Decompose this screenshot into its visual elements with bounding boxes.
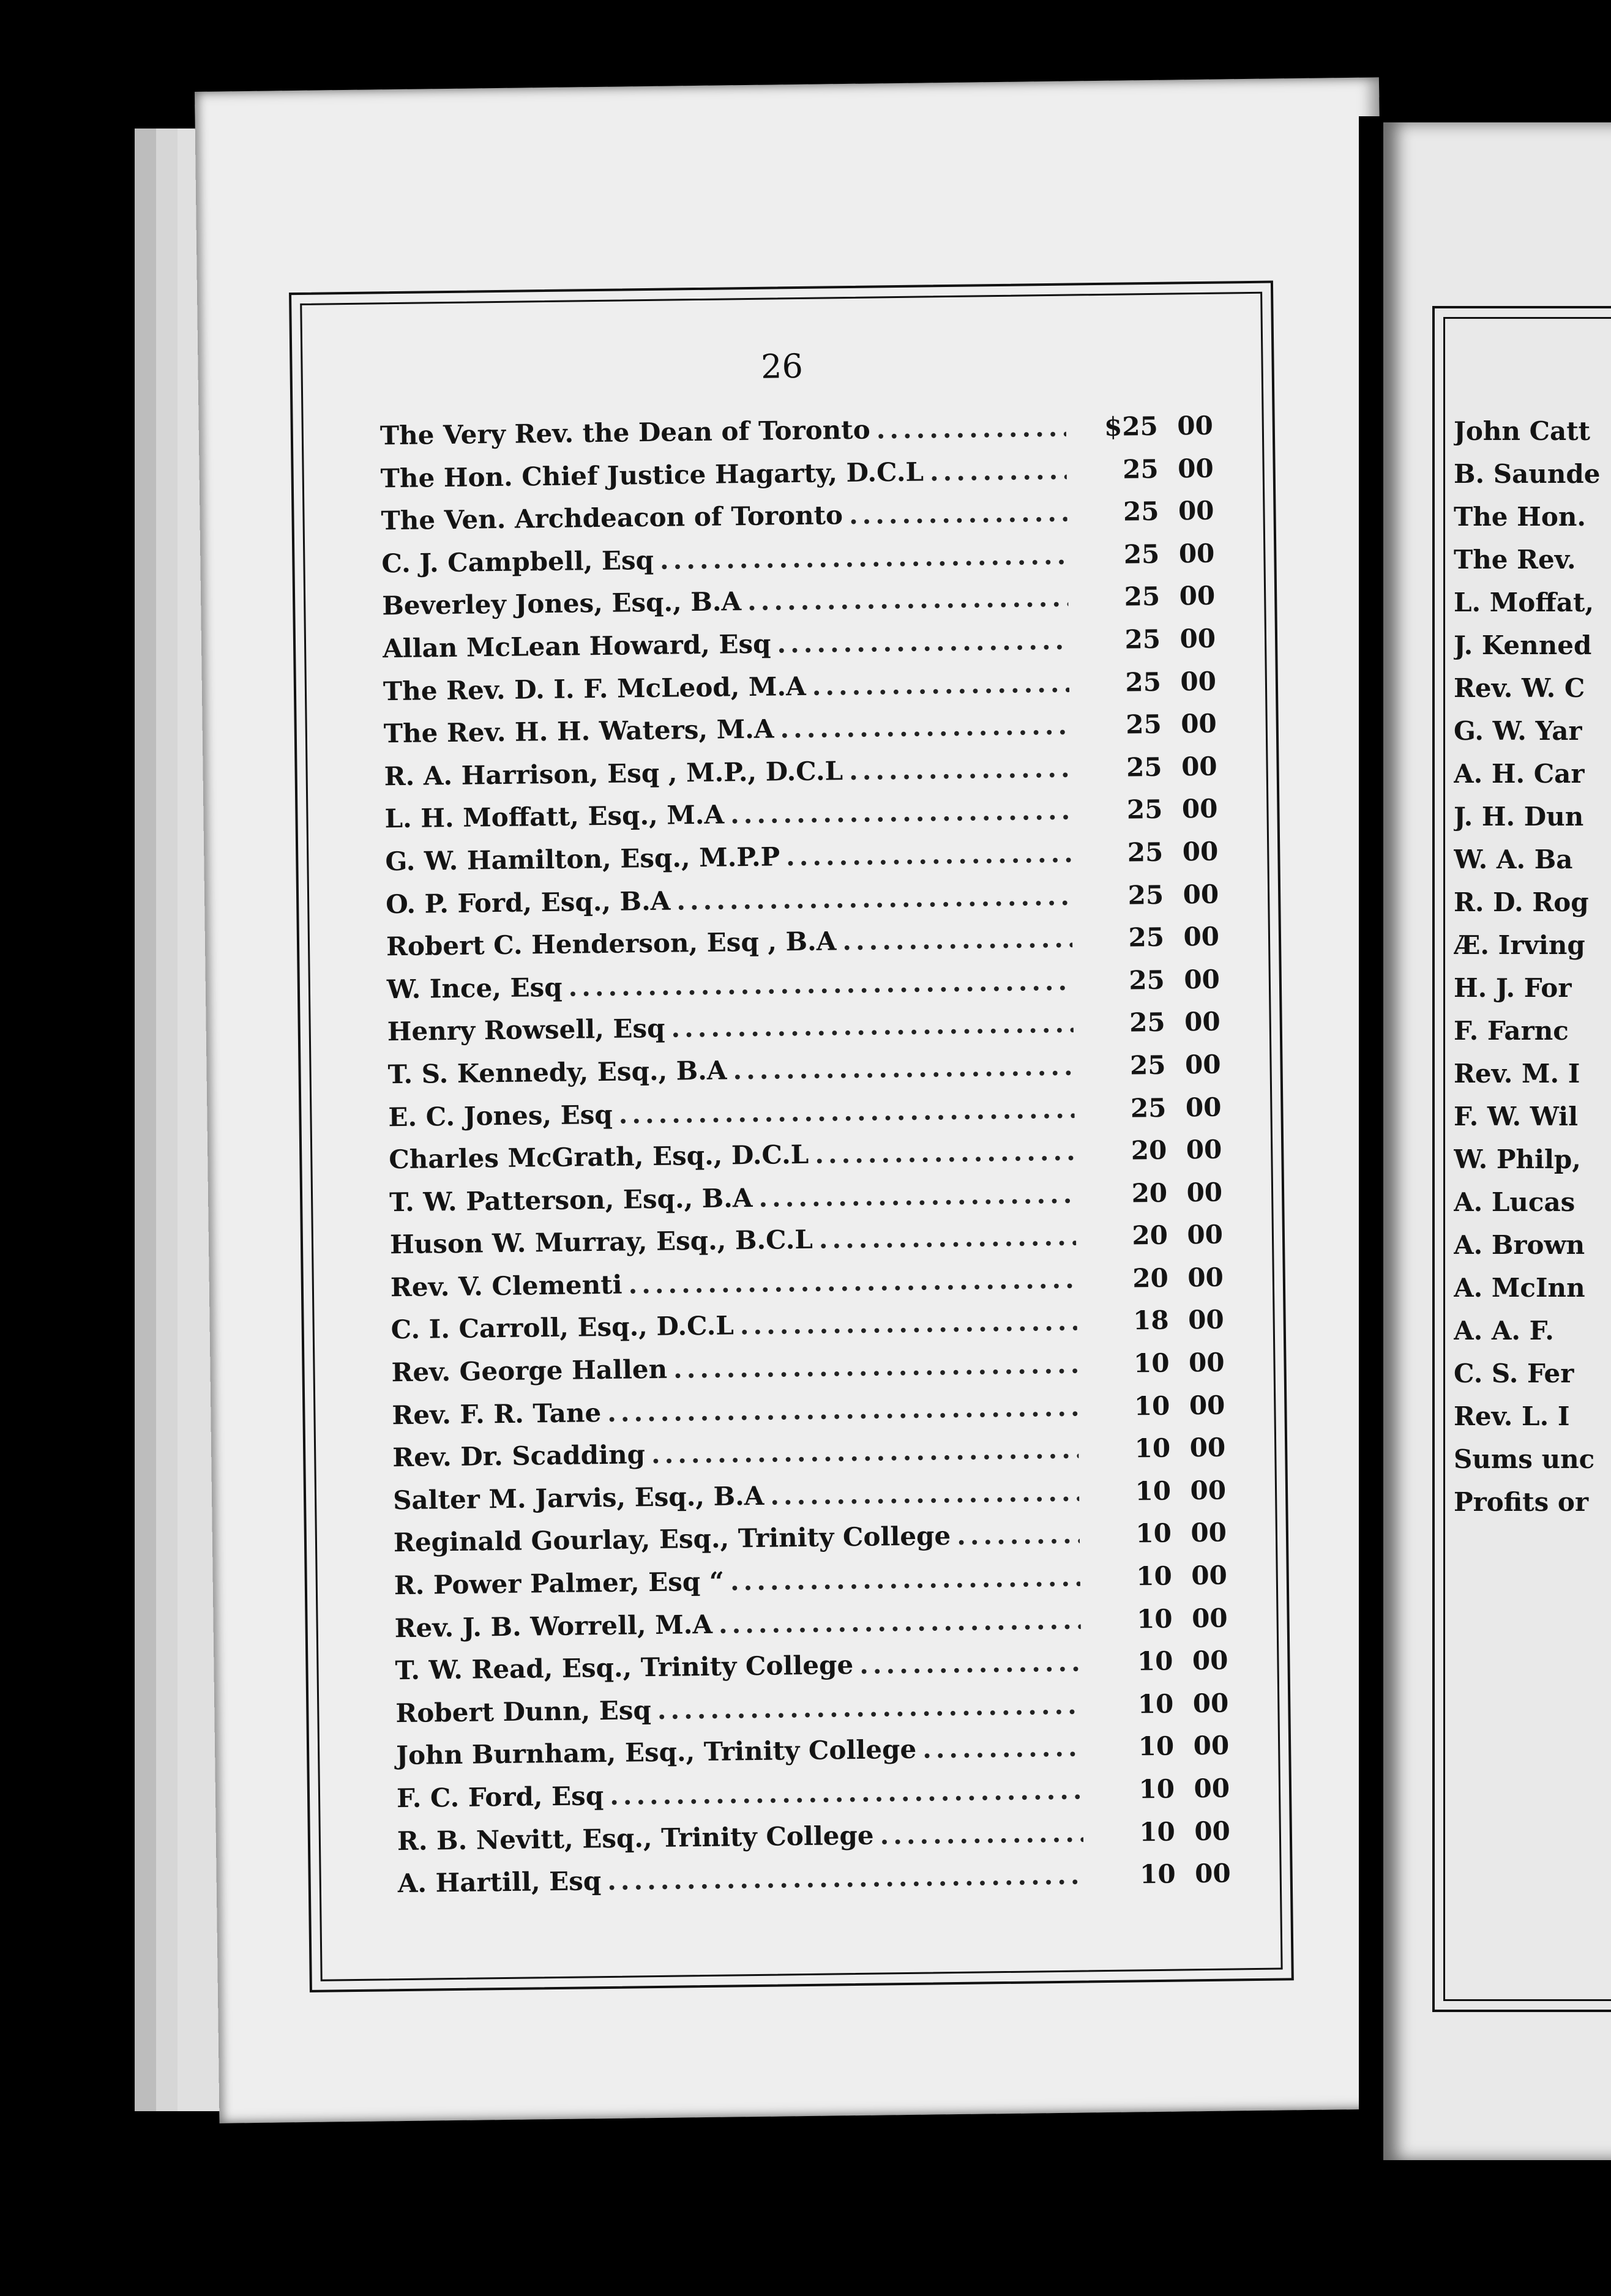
dot-leader <box>673 1349 1078 1384</box>
subscriber-name: The Very Rev. the Dean of Toronto <box>379 414 870 451</box>
amount <box>1079 964 1220 996</box>
subscriber-name: The Rev. H. H. Waters, M.A <box>383 714 774 749</box>
amount-cents: 00 <box>1183 879 1219 909</box>
amount-cents: 00 <box>1179 581 1216 611</box>
amount-dollars: 10 <box>1138 1773 1175 1805</box>
dot-leader <box>676 881 1072 915</box>
amount-cents: 00 <box>1180 708 1217 739</box>
amount-dollars: 25 <box>1127 837 1164 868</box>
left-page <box>195 77 1404 2123</box>
dot-leader <box>657 1690 1082 1724</box>
list-item: H. J. For <box>1454 973 1572 1003</box>
amount <box>1090 1858 1231 1890</box>
dot-leader <box>618 1094 1074 1129</box>
amount <box>1079 1007 1220 1038</box>
dot-leader <box>842 923 1072 956</box>
list-item: G. W. Yar <box>1454 716 1582 746</box>
amount <box>1078 922 1220 953</box>
amount <box>1075 624 1216 655</box>
amount <box>1072 411 1214 442</box>
amount <box>1074 538 1215 570</box>
amount-cents: 00 <box>1177 410 1214 441</box>
list-item: A. A. F. <box>1454 1316 1554 1346</box>
subscriber-name: John Burnham, Esq., Trinity College <box>395 1734 917 1771</box>
subscriber-name: Rev. F. R. Tane <box>392 1397 602 1430</box>
dot-leader <box>780 710 1070 744</box>
amount-dollars: 10 <box>1135 1518 1172 1549</box>
list-item: Rev. W. C <box>1454 673 1585 703</box>
list-item: Profits or <box>1454 1487 1589 1517</box>
amount-cents: 00 <box>1189 1432 1226 1463</box>
subscriber-name: L. H. Moffatt, Esq., M.A <box>384 799 725 834</box>
amount-cents: 00 <box>1184 1006 1220 1037</box>
subscriber-name: Beverley Jones, Esq., B.A <box>381 586 742 621</box>
dot-leader <box>815 1136 1075 1169</box>
amount <box>1086 1518 1227 1549</box>
dot-leader <box>876 412 1066 445</box>
amount-cents: 00 <box>1180 666 1217 696</box>
amount-cents: 00 <box>1194 1773 1230 1804</box>
amount <box>1074 581 1216 613</box>
dot-leader <box>770 1477 1079 1510</box>
list-item: W. A. Ba <box>1454 844 1573 874</box>
subscriber-name: R. A. Harrison, Esq , M.P., D.C.L <box>384 755 843 792</box>
subscriber-name: R. B. Nevitt, Esq., Trinity College <box>397 1820 874 1856</box>
amount-cents: 00 <box>1190 1518 1227 1548</box>
dot-leader <box>777 625 1069 659</box>
list-item: J. H. Dun <box>1454 802 1584 832</box>
amount <box>1082 1177 1223 1209</box>
amount <box>1072 453 1214 485</box>
right-page <box>1383 122 1611 2160</box>
subscriber-name: Reginald Gourlay, Esq., Trinity College <box>393 1521 951 1558</box>
amount <box>1086 1560 1227 1592</box>
subscriber-name: C. I. Carroll, Esq., D.C.L <box>391 1310 734 1345</box>
amount <box>1083 1347 1225 1379</box>
list-item: The Rev. <box>1454 545 1576 575</box>
amount <box>1077 837 1219 868</box>
subscriber-name: Rev. Dr. Scadding <box>392 1439 646 1473</box>
amount-cents: 00 <box>1181 794 1218 824</box>
dot-leader <box>610 1775 1083 1810</box>
amount <box>1082 1220 1224 1251</box>
list-item: C. S. Fer <box>1454 1359 1574 1388</box>
dot-leader <box>880 1817 1083 1850</box>
amount-dollars: 25 <box>1129 964 1165 996</box>
subscriber-name: W. Ince, Esq <box>386 972 563 1004</box>
subscriber-name: Salter M. Jarvis, Esq., B.A <box>392 1480 764 1516</box>
subscriber-name: T. S. Kennedy, Esq., B.A <box>387 1055 727 1090</box>
dot-leader <box>747 583 1069 616</box>
amount <box>1090 1816 1231 1847</box>
amount-cents: 00 <box>1192 1645 1228 1676</box>
list-item: F. W. Wil <box>1454 1101 1579 1131</box>
amount-cents: 00 <box>1181 751 1217 782</box>
subscriber-name: A. Hartill, Esq <box>397 1866 602 1899</box>
amount-cents: 00 <box>1191 1603 1228 1633</box>
amount-dollars: 10 <box>1135 1560 1173 1592</box>
amount <box>1088 1688 1229 1720</box>
amount <box>1085 1475 1227 1507</box>
amount <box>1083 1305 1224 1336</box>
amount-cents: 00 <box>1188 1347 1225 1378</box>
amount-dollars: 10 <box>1139 1858 1176 1890</box>
amount-dollars: 20 <box>1132 1220 1168 1251</box>
amount-dollars: 25 <box>1124 624 1161 655</box>
subscriber-name: Allan McLean Howard, Esq <box>382 628 771 664</box>
list-item: W. Philp, <box>1454 1144 1581 1174</box>
amount-dollars: $25 <box>1104 411 1159 442</box>
amount-dollars: 10 <box>1137 1646 1173 1677</box>
amount-cents: 00 <box>1189 1390 1225 1420</box>
dot-leader <box>719 1605 1081 1639</box>
list-item: A. H. Car <box>1454 759 1585 789</box>
amount-cents: 00 <box>1187 1219 1224 1250</box>
amount-dollars: 10 <box>1136 1603 1173 1634</box>
amount-dollars: 10 <box>1135 1475 1172 1507</box>
amount <box>1087 1646 1228 1677</box>
amount-cents: 00 <box>1177 453 1214 484</box>
amount-cents: 00 <box>1184 964 1220 995</box>
dot-leader <box>628 1264 1077 1299</box>
amount-dollars: 20 <box>1131 1135 1167 1166</box>
amount-cents: 00 <box>1187 1262 1224 1293</box>
right-subscriber-list <box>1454 416 1611 1530</box>
amount-cents: 00 <box>1187 1305 1224 1335</box>
list-item: John Catt <box>1454 416 1591 446</box>
subscriber-name: Rev. George Hallen <box>391 1354 668 1388</box>
subscriber-name: The Ven. Archdeacon of Toronto <box>381 500 843 536</box>
amount-cents: 00 <box>1183 921 1220 952</box>
amount <box>1080 1092 1222 1124</box>
dot-leader <box>922 1732 1083 1764</box>
list-item: F. Farnc <box>1454 1016 1569 1046</box>
amount-cents: 00 <box>1190 1560 1228 1591</box>
list-item: Æ. Irving <box>1454 930 1585 960</box>
amount-cents: 00 <box>1194 1816 1231 1846</box>
amount-cents: 00 <box>1186 1134 1222 1165</box>
subscriber-name: E. C. Jones, Esq <box>388 1099 613 1132</box>
amount-dollars: 20 <box>1132 1262 1169 1294</box>
amount <box>1086 1603 1228 1634</box>
amount-cents: 00 <box>1192 1688 1229 1719</box>
amount-dollars: 10 <box>1134 1390 1170 1422</box>
amount <box>1077 794 1218 826</box>
amount-cents: 00 <box>1184 1049 1221 1080</box>
amount-dollars: 25 <box>1125 709 1162 740</box>
amount <box>1073 496 1214 527</box>
amount-dollars: 18 <box>1132 1305 1169 1336</box>
amount-dollars: 25 <box>1125 666 1162 698</box>
subscriber-name: Rev. V. Clementi <box>390 1269 622 1303</box>
list-item: A. Lucas <box>1454 1187 1575 1217</box>
amount-dollars: 10 <box>1139 1816 1176 1847</box>
dot-leader <box>849 753 1071 785</box>
subscriber-name: Henry Rowsell, Esq <box>387 1013 665 1047</box>
subscriber-list <box>380 411 1232 1911</box>
amount <box>1088 1731 1230 1762</box>
amount-dollars: 20 <box>1131 1177 1168 1209</box>
dot-leader <box>859 1647 1082 1680</box>
subscriber-name: Rev. J. B. Worrell, M.A <box>394 1609 713 1643</box>
amount-cents: 00 <box>1182 836 1219 867</box>
dot-leader <box>812 668 1069 701</box>
amount <box>1083 1262 1224 1294</box>
list-item: J. Kenned <box>1454 630 1592 660</box>
list-item: L. Moffat, <box>1454 587 1594 617</box>
subscriber-name: The Rev. D. I. F. McLeod, M.A <box>383 671 806 706</box>
dot-leader <box>758 1179 1075 1212</box>
page-border-inner <box>300 292 1282 1981</box>
subscriber-name: T. W. Read, Esq., Trinity College <box>395 1650 854 1686</box>
dot-leader <box>730 1562 1080 1597</box>
page-number: 26 <box>760 346 804 386</box>
amount-dollars: 25 <box>1123 496 1159 527</box>
amount-cents: 00 <box>1185 1092 1222 1122</box>
list-item: Rev. L. I <box>1454 1401 1570 1431</box>
list-item: Sums unc <box>1454 1444 1595 1474</box>
list-item: Rev. M. I <box>1454 1059 1580 1089</box>
list-item: R. D. Rog <box>1454 887 1589 917</box>
dot-leader <box>651 1434 1079 1470</box>
subscriber-name: Charles McGrath, Esq., D.C.L <box>389 1139 809 1175</box>
subscriber-name: F. C. Ford, Esq <box>396 1781 604 1814</box>
amount-dollars: 10 <box>1134 1433 1171 1464</box>
amount <box>1076 751 1217 783</box>
dot-leader <box>660 540 1068 575</box>
amount-dollars: 25 <box>1126 751 1162 783</box>
amount-cents: 00 <box>1178 495 1214 526</box>
subscriber-name: Robert Dunn, Esq <box>395 1694 652 1728</box>
amount-dollars: 25 <box>1127 879 1164 911</box>
amount-dollars: 25 <box>1124 581 1161 612</box>
amount <box>1089 1773 1230 1805</box>
amount-dollars: 25 <box>1122 453 1159 485</box>
subscriber-name: Robert C. Henderson, Esq , B.A <box>386 926 837 962</box>
amount-cents: 00 <box>1178 538 1215 569</box>
amount-cents: 00 <box>1186 1177 1223 1208</box>
list-item: B. Saunde <box>1454 459 1601 489</box>
dot-leader <box>849 498 1067 530</box>
amount <box>1080 1049 1221 1081</box>
amount-dollars: 25 <box>1123 539 1160 570</box>
amount <box>1084 1390 1225 1422</box>
dot-leader <box>957 1519 1080 1551</box>
amount <box>1078 879 1219 911</box>
dot-leader <box>671 1008 1074 1043</box>
dot-leader <box>607 1392 1078 1427</box>
amount-dollars: 25 <box>1126 794 1163 825</box>
dot-leader <box>568 966 1073 1002</box>
subscriber-name: Huson W. Murray, Esq., B.C.L <box>389 1224 813 1260</box>
subscriber-name: The Hon. Chief Justice Hagarty, D.C.L <box>380 457 924 493</box>
subscriber-name: G. W. Hamilton, Esq., M.P.P <box>385 841 780 877</box>
amount-cents: 00 <box>1179 623 1216 654</box>
amount <box>1085 1433 1226 1464</box>
list-item: A. Brown <box>1454 1230 1585 1260</box>
list-item: The Hon. <box>1454 502 1586 532</box>
amount-dollars: 25 <box>1130 1092 1167 1123</box>
amount-dollars: 25 <box>1128 922 1165 953</box>
page-border <box>289 280 1294 1992</box>
list-item: A. McInn <box>1454 1273 1585 1303</box>
amount <box>1081 1135 1222 1166</box>
amount-dollars: 10 <box>1137 1688 1174 1720</box>
dot-leader <box>930 455 1067 486</box>
amount-cents: 00 <box>1194 1858 1231 1889</box>
amount-dollars: 10 <box>1133 1347 1170 1379</box>
amount-cents: 00 <box>1190 1475 1227 1506</box>
subscriber-name: O. P. Ford, Esq., B.A <box>385 885 671 919</box>
dot-leader <box>786 838 1072 872</box>
subscriber-name: R. Power Palmer, Esq “ <box>394 1566 725 1601</box>
subscriber-name: C. J. Campbell, Esq <box>381 545 654 579</box>
dot-leader <box>607 1860 1084 1896</box>
amount-dollars: 25 <box>1129 1007 1165 1038</box>
dot-leader <box>733 1051 1074 1085</box>
amount-dollars: 25 <box>1129 1049 1166 1081</box>
dot-leader <box>740 1306 1077 1341</box>
dot-leader <box>730 796 1071 830</box>
subscriber-name: T. W. Patterson, Esq., B.A <box>389 1182 753 1217</box>
dot-leader <box>819 1221 1077 1254</box>
amount-cents: 00 <box>1193 1730 1230 1761</box>
amount-dollars: 10 <box>1138 1731 1175 1762</box>
amount <box>1075 666 1217 698</box>
amount <box>1075 709 1217 740</box>
